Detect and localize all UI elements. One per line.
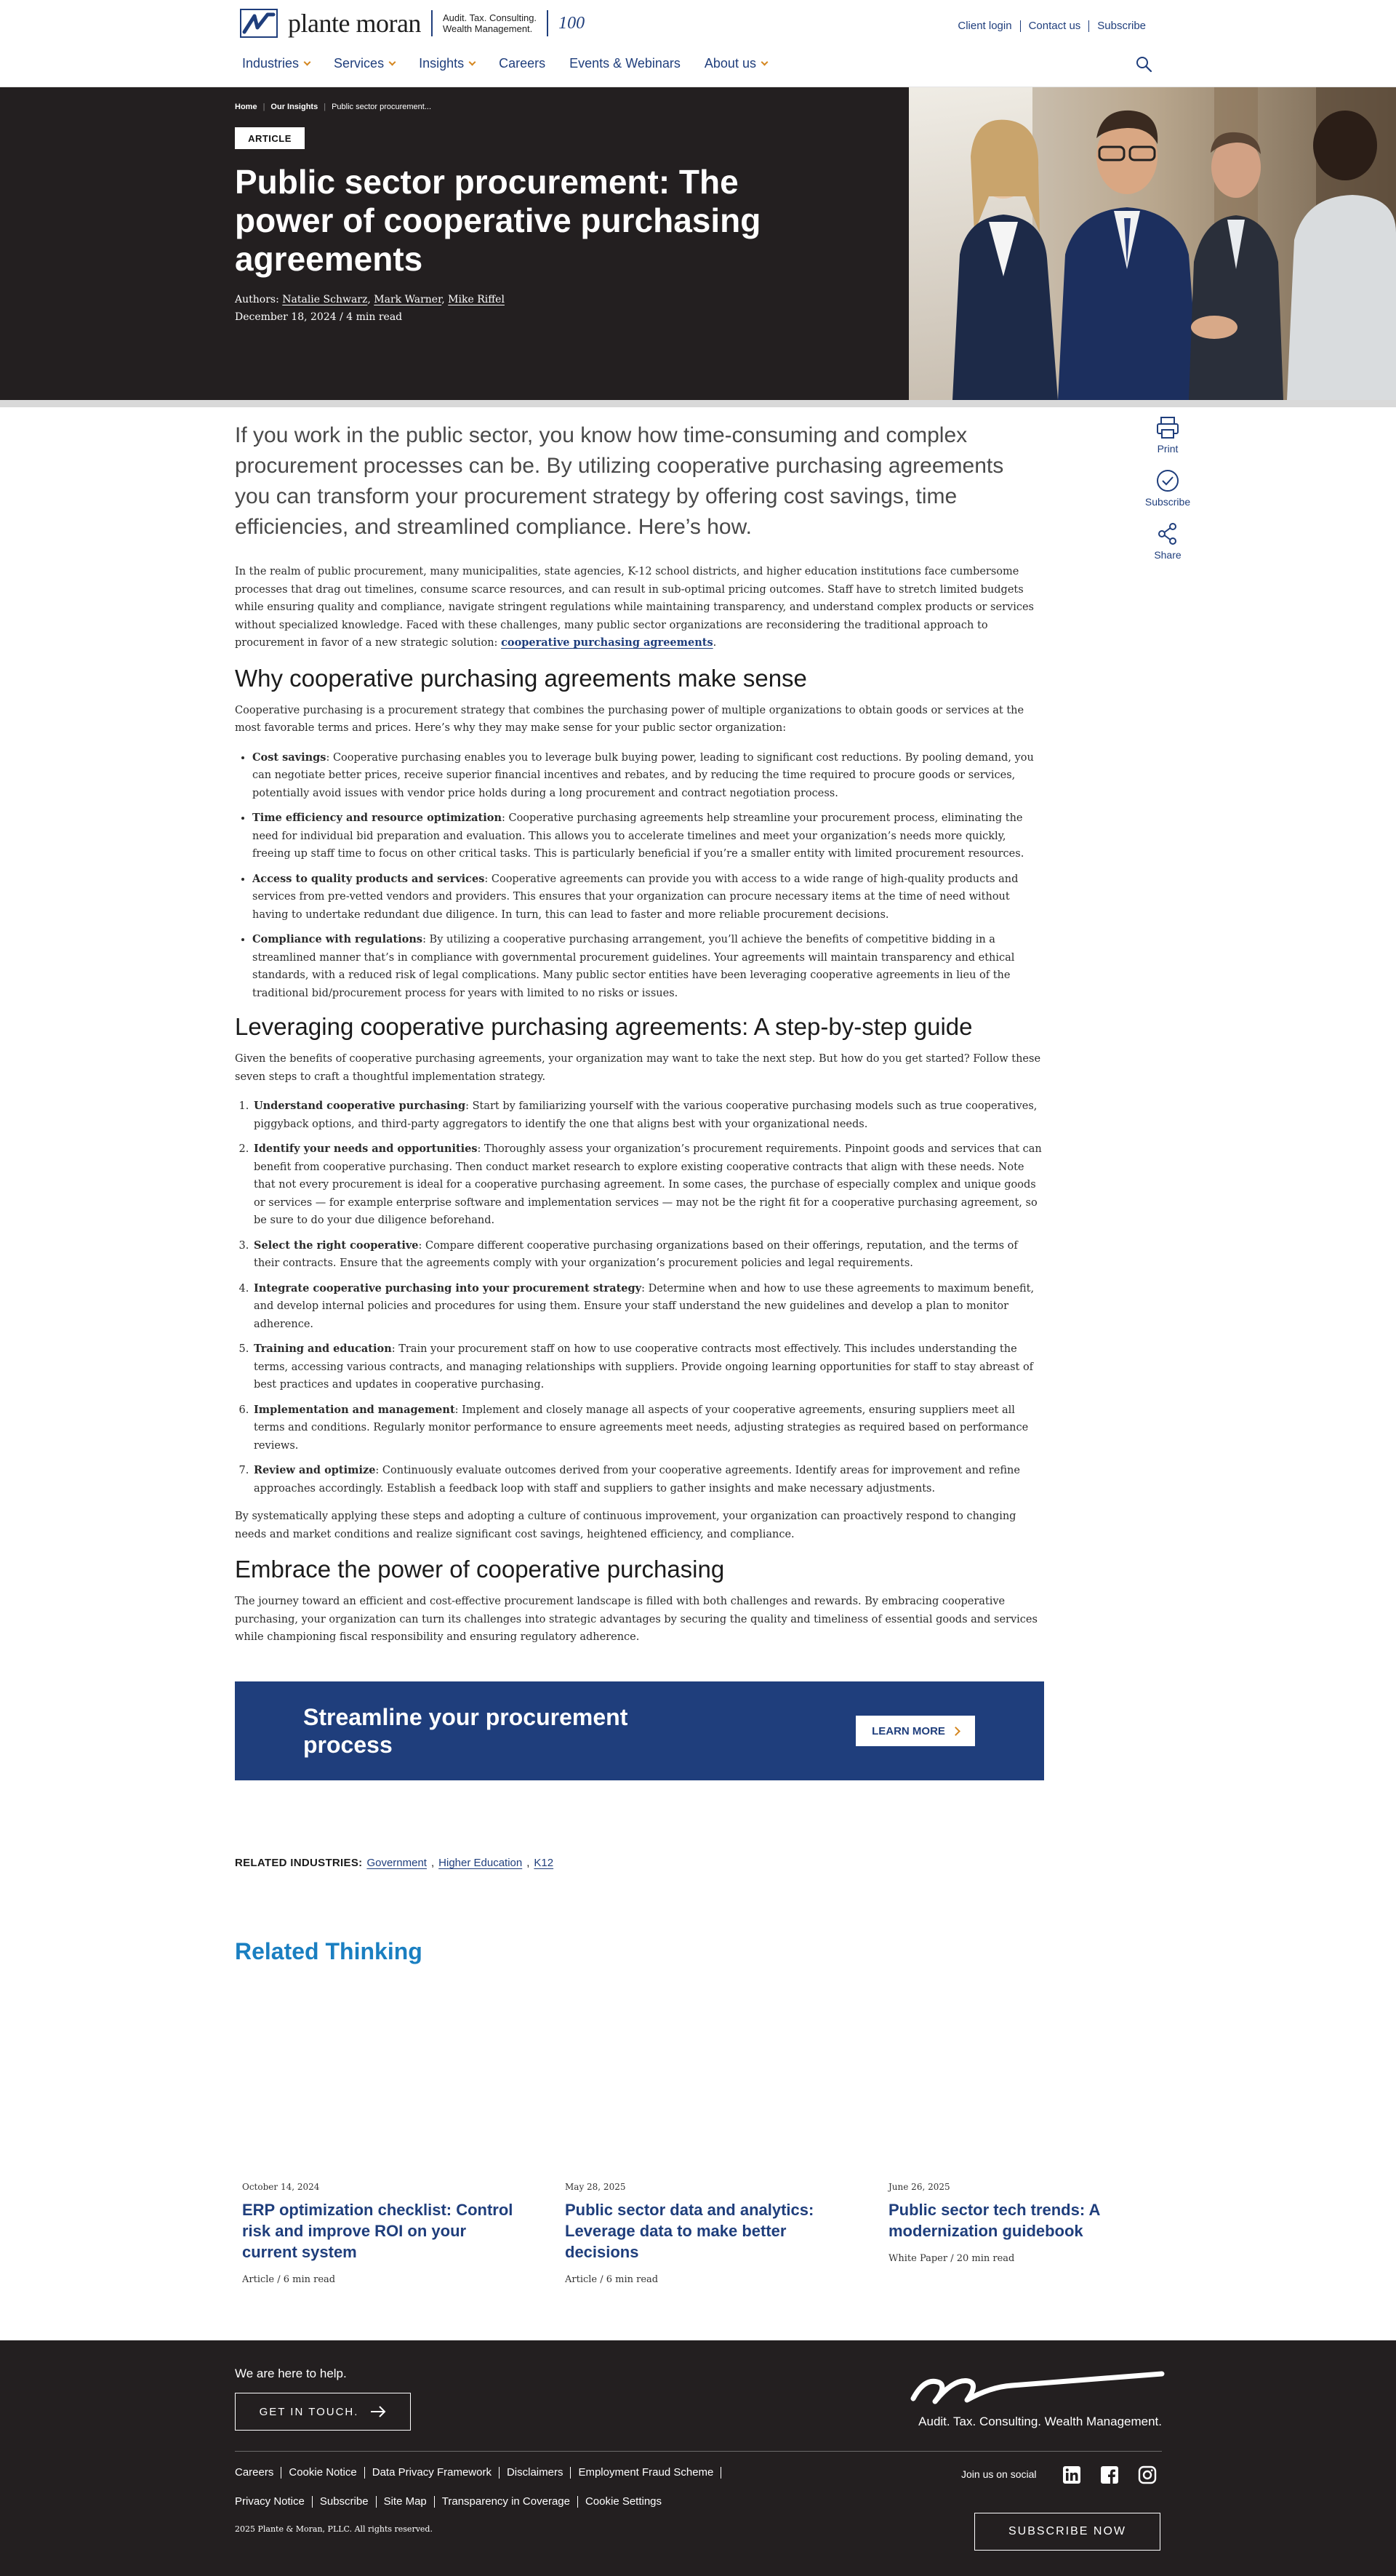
intro-paragraph: In the realm of public procurement, many municipalities, state agencies, K-12 school districts, and higher education institutions face cumbersome processes that drag out timelines, consume scarce resources, and can result in sub-optimal pricing outcomes. Staff have to stretch limited budgets while ensuring quality and compliance, navigate stringent regulations while maintaining transparency, and understand complex products or services without specialized knowledge. Faced with these challenges, many public sector organizations are reconsidering the traditional approach to procurement in favor of a new strategic solution: cooperative purchasing agreements. bbox=[235, 566, 1034, 649]
list-item bbox=[252, 871, 1043, 924]
content-type-badge: ARTICLE bbox=[235, 127, 305, 149]
subscribe-now-button[interactable]: SUBSCRIBE NOW bbox=[974, 2513, 1160, 2551]
list-text: : Cooperative agreements can provide you with access to a wide range of high-quality products and services from pre-vetted vendors and providers. This ensures that your organization can procure necessary items at the time of need without having to undertake redundant due diligence. In turn, this can lead to faster and more reliable procurement decisions. bbox=[252, 873, 1019, 921]
author-link[interactable]: Mark Warner bbox=[374, 294, 442, 305]
why-list bbox=[235, 749, 1043, 1003]
list-term: Review and optimize bbox=[254, 1464, 376, 1476]
list-item bbox=[252, 1401, 1043, 1455]
article-tools bbox=[1134, 415, 1201, 574]
list-item bbox=[252, 749, 1043, 803]
print-label: Print bbox=[1157, 443, 1179, 455]
list-text: : By utilizing a cooperative purchasing arrangement, you’ll achieve the benefits of competitive bidding in a streamlined manner that’s in compliance with governmental procurement guidelines. Your agreements will maintain transparency and ethical standards, with a reduced risk of legal complications. Many public sector entities have been leveraging cooperative agreements in lieu of the traditional bid/procurement process for years with limited to no risks or issues. bbox=[252, 934, 1015, 999]
footer-tagline: Audit. Tax. Consulting. Wealth Management. bbox=[918, 2415, 1162, 2428]
chevron-down-icon bbox=[389, 59, 396, 66]
list-text: : Determine when and how to use these agreements to maximum benefit, and develop internal policies and procedures for using them. Ensure your staff understand the new guidelines and develop a plan to monitor adherence. bbox=[254, 1282, 1035, 1330]
subscribe-link[interactable]: Subscribe bbox=[1088, 20, 1154, 32]
guide-outro: By systematically applying these steps and adopting a culture of continuous improvement, your organization can proactively respond to changing needs and market conditions and realize significant cost savings, heightened efficiency, and compliance. bbox=[235, 1511, 1016, 1540]
list-term: Integrate cooperative purchasing into your procurement strategy bbox=[254, 1281, 642, 1295]
list-term: Time efficiency and resource optimization bbox=[252, 812, 502, 824]
social-links bbox=[1062, 2465, 1157, 2484]
list-term: Access to quality products and services bbox=[252, 872, 485, 885]
get-in-touch-button[interactable] bbox=[235, 2393, 411, 2431]
list-term: Compliance with regulations bbox=[252, 933, 423, 945]
embrace-paragraph: The journey toward an efficient and cost-effective procurement landscape is filled with both challenges and rewards. By embracing cooperative purchasing, your organization can turn its challenges into strategic advantages by securing the quality and timeliness of essential goods and services while championing fiscal responsibility and ensuring regulatory adherence. bbox=[235, 1596, 1038, 1643]
nav-services[interactable] bbox=[326, 56, 402, 71]
subscribe-tool-button[interactable] bbox=[1134, 468, 1201, 508]
list-term: Identify your needs and opportunities bbox=[254, 1143, 478, 1155]
nav-label: Events & Webinars bbox=[569, 56, 681, 71]
share-icon bbox=[1155, 521, 1181, 547]
why-intro: Cooperative purchasing is a procurement strategy that combines the purchasing power of multiple organizations to obtain goods or services at the most favorable terms and prices. Here’s why they may make sense for your public sector organization: bbox=[235, 704, 1024, 734]
related-card[interactable] bbox=[888, 2182, 1165, 2264]
cooperative-purchasing-link[interactable]: cooperative purchasing agreements bbox=[501, 636, 713, 649]
card-title[interactable]: ERP optimization checklist: Control risk and improve ROI on your current system bbox=[242, 2201, 513, 2261]
list-item bbox=[252, 1340, 1043, 1394]
card-date: May 28, 2025 bbox=[565, 2182, 626, 2192]
list-item bbox=[252, 1097, 1043, 1133]
plante-moran-logo-icon bbox=[240, 9, 278, 38]
footer-link-subscribe[interactable]: Subscribe bbox=[312, 2496, 376, 2508]
learn-more-label: LEARN MORE bbox=[872, 1724, 945, 1737]
instagram-icon[interactable] bbox=[1138, 2465, 1157, 2484]
breadcrumb-current: Public sector procurement... bbox=[332, 103, 432, 111]
search-icon[interactable] bbox=[1135, 55, 1152, 73]
site-footer bbox=[0, 2340, 1396, 2576]
centennial-mark: 100 bbox=[558, 13, 585, 33]
section-heading-guide: Leveraging cooperative purchasing agreements: A step-by-step guide bbox=[235, 1013, 973, 1040]
footer-help-text: We are here to help. bbox=[235, 2367, 347, 2380]
card-title[interactable]: Public sector tech trends: A modernization guidebook bbox=[888, 2201, 1100, 2240]
list-item bbox=[252, 809, 1043, 863]
nav-label: Careers bbox=[499, 56, 546, 71]
publish-date: December 18, 2024 / 4 min read bbox=[235, 311, 403, 323]
footer-divider bbox=[235, 2451, 1162, 2452]
footer-link-separator bbox=[721, 2467, 729, 2479]
section-heading-embrace: Embrace the power of cooperative purchasing bbox=[235, 1556, 725, 1583]
footer-link-site-map[interactable]: Site Map bbox=[376, 2496, 434, 2508]
social-label: Join us on social bbox=[961, 2468, 1037, 2480]
chevron-down-icon bbox=[469, 59, 476, 66]
footer-link-data-privacy[interactable]: Data Privacy Framework bbox=[364, 2467, 499, 2479]
hero-divider bbox=[0, 400, 1396, 407]
breadcrumb-insights[interactable]: Our Insights bbox=[270, 103, 318, 111]
logo-divider bbox=[431, 10, 433, 36]
share-button[interactable] bbox=[1134, 521, 1201, 561]
breadcrumb-home[interactable]: Home bbox=[235, 103, 257, 111]
section-heading-why: Why cooperative purchasing agreements make sense bbox=[235, 664, 807, 692]
brand-logo[interactable] bbox=[240, 7, 585, 39]
contact-us-link[interactable]: Contact us bbox=[1020, 20, 1089, 32]
list-text: : Cooperative purchasing agreements help streamline your procurement process, eliminating the need for individual bid preparation and evaluation. This allows you to accelerate timelines and meet your organization’s needs more quickly, freeing up staff time to focus on other critical tasks. This is particularly beneficial if you’re a smaller entity with limited procurement resources. bbox=[252, 812, 1024, 860]
card-date: October 14, 2024 bbox=[242, 2182, 320, 2192]
footer-link-cookie-settings[interactable]: Cookie Settings bbox=[577, 2496, 669, 2508]
brand-tagline-line2: Wealth Management. bbox=[442, 23, 533, 34]
nav-label: Industries bbox=[242, 56, 300, 71]
copyright: 2025 Plante & Moran, PLLC. All rights reserved. bbox=[235, 2524, 433, 2534]
facebook-icon[interactable] bbox=[1100, 2465, 1119, 2484]
client-login-link[interactable]: Client login bbox=[958, 20, 1012, 32]
learn-more-button[interactable] bbox=[856, 1716, 975, 1746]
brand-tagline-line1: Audit. Tax. Consulting. bbox=[442, 12, 537, 23]
breadcrumb-separator: | bbox=[324, 103, 326, 111]
nav-industries[interactable] bbox=[235, 56, 317, 71]
chevron-down-icon bbox=[304, 59, 311, 66]
related-industries: RELATED INDUSTRIES: Government , Higher Education , K12 bbox=[235, 1857, 554, 1869]
nav-label: Insights bbox=[419, 56, 465, 71]
list-term: Training and education bbox=[254, 1343, 392, 1355]
signature-logo-icon bbox=[910, 2369, 1165, 2413]
site-header bbox=[0, 0, 1396, 87]
page-title: Public sector procurement: The power of cooperative purchasing agreements bbox=[235, 163, 761, 278]
industry-link-k12[interactable]: K12 bbox=[534, 1857, 554, 1869]
intro-text: In the realm of public procurement, many municipalities, state agencies, K-12 school districts, and higher education institutions face cumbersome processes that drag out timelines, consume scarce resources, and can result in sub-optimal pricing outcomes. Staff have to stretch limited budgets while ensuring quality and compliance, navigate stringent regulations while maintaining transparency, and understand complex products or services without specialized knowledge. Faced with these challenges, many public sector organizations are reconsidering the traditional approach to procurement in favor of a new strategic solution: bbox=[235, 566, 1034, 649]
related-card[interactable] bbox=[565, 2182, 841, 2285]
industry-link-government[interactable]: Government bbox=[366, 1857, 427, 1869]
share-label: Share bbox=[1154, 549, 1182, 561]
related-industries-label: RELATED INDUSTRIES: bbox=[235, 1857, 363, 1869]
list-item bbox=[252, 1140, 1043, 1230]
breadcrumb bbox=[235, 103, 431, 111]
cta-banner bbox=[235, 1681, 1044, 1780]
nav-events-webinars[interactable] bbox=[562, 56, 688, 71]
main-nav bbox=[235, 56, 784, 71]
card-date: June 26, 2025 bbox=[888, 2182, 950, 2192]
logo-divider-2 bbox=[547, 10, 548, 36]
card-meta: White Paper / 20 min read bbox=[888, 2253, 1015, 2264]
article-body bbox=[235, 420, 1043, 1658]
list-term: Implementation and management bbox=[254, 1403, 455, 1416]
authors-label: Authors: bbox=[235, 294, 279, 305]
chevron-down-icon bbox=[761, 59, 769, 66]
list-text: : Compare different cooperative purchasing organizations based on their offerings, reputation, and the terms of their contracts. Ensure that the agreements comply with your organization’s procurement policies and legal requirements. bbox=[254, 1239, 1018, 1269]
linkedin-icon[interactable] bbox=[1062, 2465, 1081, 2484]
footer-link-cookie-notice[interactable]: Cookie Notice bbox=[281, 2467, 364, 2479]
guide-steps-list bbox=[235, 1097, 1043, 1497]
list-text: : Continuously evaluate outcomes derived from your cooperative agreements. Identify areas for improvement and refine approaches accordingly. Establish a feedback loop with staff and suppliers to gather insights and make necessary adjustments. bbox=[254, 1465, 1020, 1495]
industry-link-higher-education[interactable]: Higher Education bbox=[438, 1857, 523, 1869]
list-text: : Cooperative purchasing enables you to leverage bulk buying power, leading to significant cost reductions. By pooling demand, you can negotiate better prices, receive superior financial incentives and rebates, and by reducing the time required to procure goods or services, potentially avoid issues with vendor price holds during a long procurement and contract negotiation process. bbox=[252, 751, 1034, 799]
list-text: : Implement and closely manage all aspects of your cooperative agreements, ensuring suppliers meet all terms and conditions. Regularly monitor performance to ensure agreements meet needs, adjusting strategies as required based on performance reviews. bbox=[254, 1404, 1029, 1452]
hero-image bbox=[909, 87, 1396, 400]
footer-link-careers[interactable]: Careers bbox=[235, 2466, 274, 2479]
article-lede: If you work in the public sector, you know how time-consuming and complex procurement processes can be. By utilizing cooperative purchasing agreements you can transform your procurement strategy by offering cost savings, time efficiencies, and streamlined compliance. Here’s how. bbox=[235, 423, 1004, 539]
author-link[interactable]: Natalie Schwarz bbox=[282, 294, 368, 305]
footer-link-transparency[interactable]: Transparency in Coverage bbox=[434, 2496, 577, 2508]
list-term: Understand cooperative purchasing bbox=[254, 1100, 466, 1112]
footer-links bbox=[235, 2467, 787, 2508]
check-circle-icon bbox=[1155, 468, 1181, 494]
nav-insights[interactable] bbox=[412, 56, 482, 71]
subscribe-tool-label: Subscribe bbox=[1144, 496, 1191, 508]
nav-label: Services bbox=[334, 56, 385, 71]
nav-careers[interactable] bbox=[492, 56, 553, 71]
card-meta: Article / 6 min read bbox=[242, 2274, 336, 2285]
related-thinking-heading: Related Thinking bbox=[235, 1938, 422, 1964]
brand-name: plante moran bbox=[288, 9, 421, 38]
list-text: : Start by familiarizing yourself with the various cooperative purchasing models such as true cooperatives, piggyback options, and third-party aggregators to identify the one that aligns best with your organizational needs. bbox=[254, 1100, 1038, 1130]
arrow-right-icon bbox=[370, 2406, 386, 2417]
author-list: Authors: Natalie Schwarz, Mark Warner, Mike Riffel bbox=[235, 294, 505, 305]
card-meta: Article / 6 min read bbox=[565, 2274, 659, 2285]
list-text: : Train your procurement staff on how to use cooperative contracts most effectively. This includes understanding the terms, accessing various contracts, and managing relationships with suppliers. Provide ongoing learning opportunities for staff to stay abreast of best practices and updates in cooperative purchasing. bbox=[254, 1343, 1034, 1391]
utility-nav bbox=[950, 20, 1154, 32]
list-term: Select the right cooperative bbox=[254, 1239, 419, 1252]
list-term: Cost savings bbox=[252, 751, 326, 764]
breadcrumb-separator: | bbox=[262, 103, 265, 111]
list-item bbox=[252, 1237, 1043, 1273]
related-card[interactable] bbox=[242, 2182, 518, 2285]
list-item bbox=[252, 1280, 1043, 1334]
footer-link-disclaimers[interactable]: Disclaimers bbox=[499, 2467, 571, 2479]
guide-intro: Given the benefits of cooperative purchasing agreements, your organization may want to take the next step. But how do you get started? Follow these seven steps to craft a thoughtful implementation strategy. bbox=[235, 1053, 1041, 1083]
cta-title: Streamline your procurement process bbox=[303, 1704, 628, 1758]
print-button[interactable] bbox=[1134, 415, 1201, 455]
printer-icon bbox=[1155, 415, 1181, 441]
list-item bbox=[252, 1462, 1043, 1497]
nav-about-us[interactable] bbox=[697, 56, 774, 71]
get-in-touch-label: GET IN TOUCH. bbox=[259, 2405, 359, 2418]
brand-tagline bbox=[443, 12, 537, 34]
nav-label: About us bbox=[704, 56, 756, 71]
chevron-right-icon bbox=[951, 1727, 960, 1736]
card-title[interactable]: Public sector data and analytics: Leverage data to make better decisions bbox=[565, 2201, 814, 2261]
list-text: : Thoroughly assess your organization’s procurement requirements. Pinpoint goods and services that can benefit from cooperative purchasing. Then conduct market research to explore existing cooperative contracts that align with these needs. Note that not every procurement is ideal for a cooperative purchasing agreement. In some cases, the purchase of especially complex and unique goods or services — for example enterprise software and implementation services — may not be the right fit for a cooperative purchasing agreement, so be sure to do your due diligence beforehand. bbox=[254, 1143, 1042, 1226]
author-link[interactable]: Mike Riffel bbox=[448, 294, 505, 305]
footer-link-privacy-notice[interactable]: Privacy Notice bbox=[235, 2495, 305, 2508]
list-item bbox=[252, 931, 1043, 1002]
footer-link-fraud-scheme[interactable]: Employment Fraud Scheme bbox=[570, 2467, 721, 2479]
